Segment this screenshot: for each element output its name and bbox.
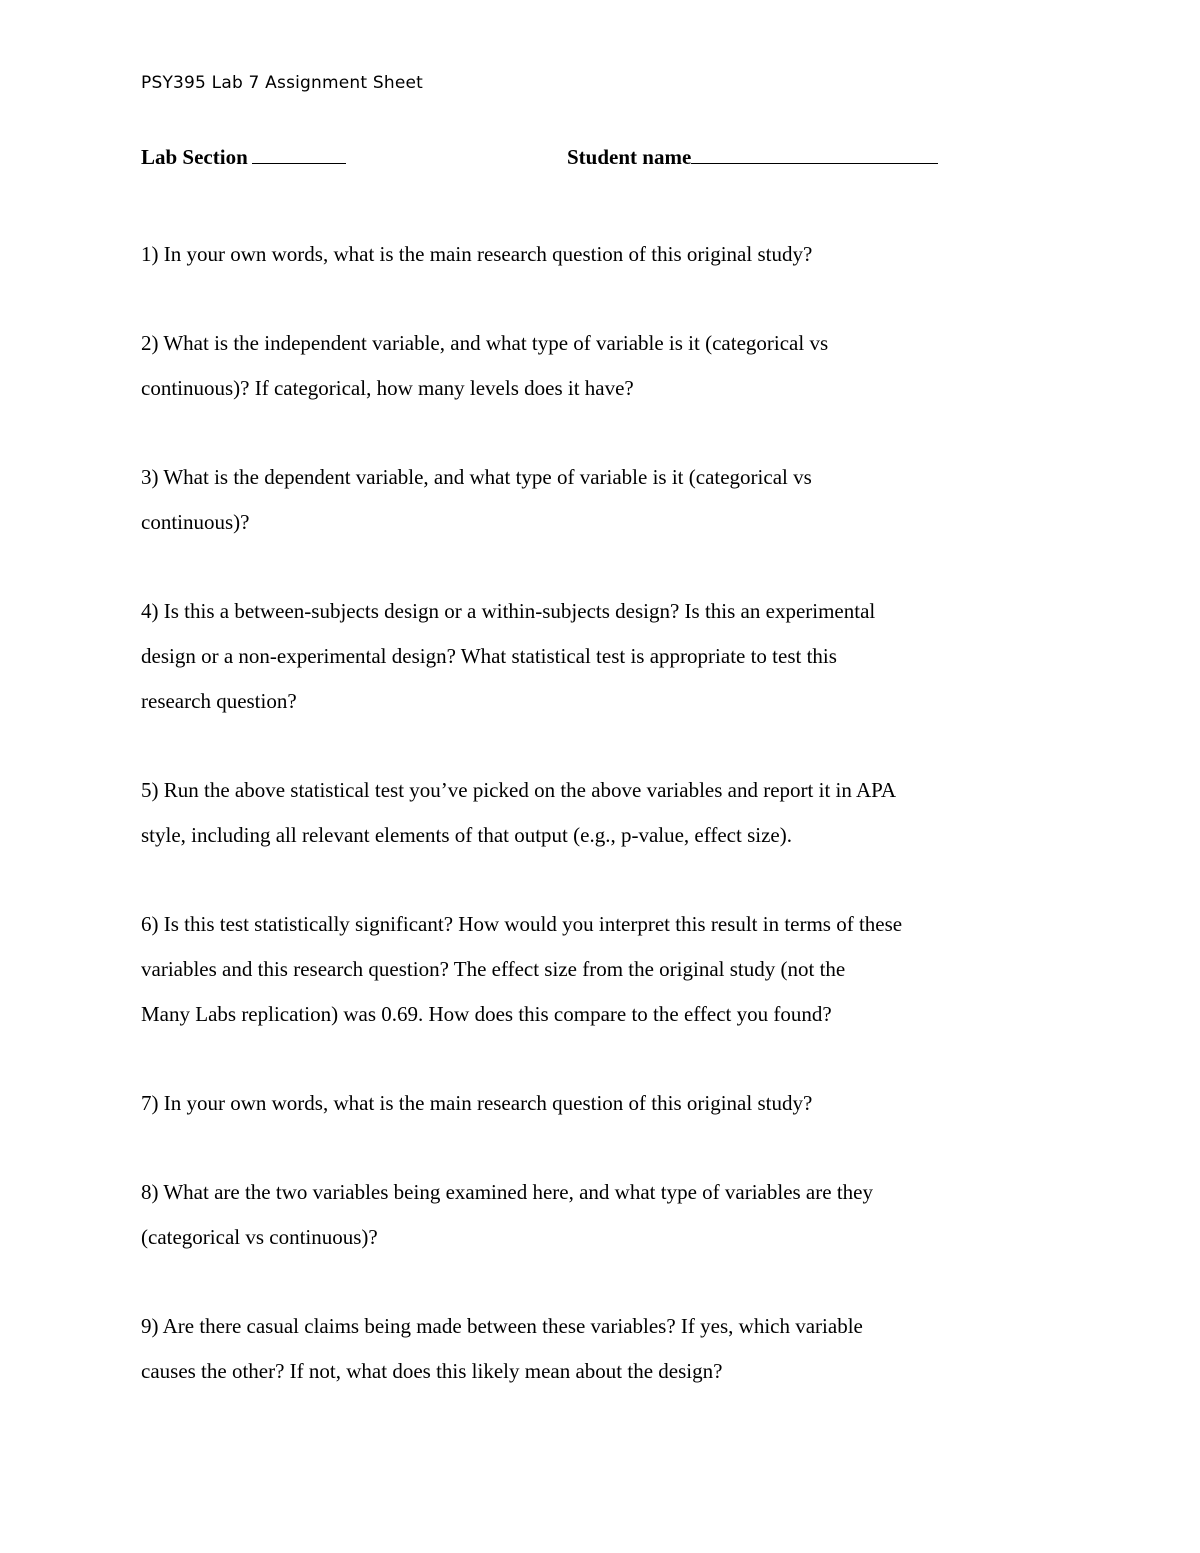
question-line: 3) What is the dependent variable, and what type of variable is it (categorical vs <box>141 465 812 489</box>
question-line: design or a non-experimental design? What statistical test is appropriate to test this <box>141 644 837 668</box>
question-8 <box>141 1170 1021 1260</box>
question-line: 2) What is the independent variable, and what type of variable is it (categorical vs <box>141 331 829 355</box>
question-line: variables and this research question? The effect size from the original study (not the <box>141 957 846 981</box>
question-line: Many Labs replication) was 0.69. How does this compare to the effect you found? <box>141 1002 832 1026</box>
question-line: 4) Is this a between-subjects design or a within-subjects design? Is this an experimental <box>141 599 876 623</box>
question-1 <box>141 232 1021 277</box>
question-line: continuous)? If categorical, how many levels does it have? <box>141 376 634 400</box>
student-name-field <box>567 143 938 170</box>
question-list <box>141 232 1021 1438</box>
question-line: 7) In your own words, what is the main research question of this original study? <box>141 1091 813 1115</box>
question-line: 8) What are the two variables being examined here, and what type of variables are they <box>141 1180 873 1204</box>
lab-section-field <box>141 143 346 170</box>
lab-section-label: Lab Section <box>141 145 248 169</box>
document-header: PSY395 Lab 7 Assignment Sheet <box>141 73 424 93</box>
question-line: 9) Are there casual claims being made between these variables? If yes, which variable <box>141 1314 863 1338</box>
question-7 <box>141 1081 1021 1126</box>
question-line: (categorical vs continuous)? <box>141 1225 378 1249</box>
question-5 <box>141 768 1021 858</box>
question-line: style, including all relevant elements of that output (e.g., p-value, effect size). <box>141 823 792 847</box>
student-name-blank <box>691 143 938 164</box>
question-line: research question? <box>141 689 297 713</box>
question-9 <box>141 1304 1021 1394</box>
lab-section-blank <box>252 143 346 164</box>
question-line: 1) In your own words, what is the main research question of this original study? <box>141 242 813 266</box>
question-line: 5) Run the above statistical test you’ve picked on the above variables and report it in APA <box>141 778 897 802</box>
question-line: continuous)? <box>141 510 250 534</box>
question-line: 6) Is this test statistically significant? How would you interpret this result in terms of these <box>141 912 903 936</box>
question-6 <box>141 902 1021 1037</box>
question-4 <box>141 589 1021 724</box>
student-name-label: Student name <box>567 145 692 169</box>
question-2 <box>141 321 1021 411</box>
question-3 <box>141 455 1021 545</box>
question-line: causes the other? If not, what does this likely mean about the design? <box>141 1359 723 1383</box>
